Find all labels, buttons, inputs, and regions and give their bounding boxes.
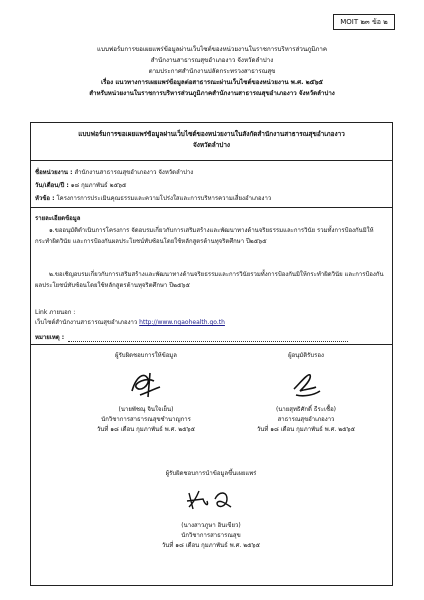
header-line-5: สำหรับหน่วยงานในราชการบริหารส่วนภูมิภาคสำนักงานสาธารณสุขอำเภองาว จังหวัดลำปาง	[89, 90, 335, 97]
form-meta	[31, 161, 392, 208]
publisher-name: (นางสาวภูษา อินเขียว)	[181, 522, 241, 529]
info-owner-role: ผู้รับผิดชอบการให้ข้อมูล	[115, 352, 177, 359]
form-title-line-1: แบบฟอร์มการขอเผยแพร่ข้อมูลผ่านเว็บไซต์ของหน่วยงานในสังกัดสำนักงานสาธารณสุขอำเภองาว	[78, 130, 345, 138]
date-value: ๑๘ กุมภาพันธ์ ๒๕๖๕	[70, 182, 127, 189]
signature-block-publisher	[131, 469, 291, 551]
header-line-2: สำนักงานสาธารณสุขอำเภองาว จังหวัดลำปาง	[150, 57, 274, 64]
detail-section	[31, 207, 392, 345]
external-link-label: Link ภายนอก :	[35, 309, 76, 316]
approver-position: สาธารณสุขอำเภองาว	[277, 416, 335, 423]
unit-row	[35, 167, 193, 177]
unit-value: สำนักงานสาธารณสุขอำเภองาว จังหวัดลำปาง	[74, 169, 194, 176]
subject-row	[35, 193, 271, 203]
note-row	[35, 332, 348, 342]
date-label: วัน/เดือน/ปี :	[35, 182, 69, 189]
approver-role: ผู้อนุมัติรับรอง	[288, 352, 324, 359]
document-code: MOIT ๒๓ ข้อ ๒	[333, 14, 395, 30]
external-link-url[interactable]: http://www.ngaohealth.go.th	[139, 319, 225, 326]
publisher-date: วันที่ ๑๘ เดือน กุมภาพันธ์ พ.ศ. ๒๕๖๕	[161, 542, 261, 549]
subject-label: หัวข้อ :	[35, 195, 55, 202]
request-form	[30, 122, 393, 586]
form-title	[31, 123, 392, 161]
unit-label: ชื่อหน่วยงาน :	[35, 169, 73, 176]
publisher-role: ผู้รับผิดชอบการนำข้อมูลขึ้นเผยแพร่	[165, 470, 257, 477]
header-line-4: เรื่อง แนวทางการเผยแพร่ข้อมูลต่อสาธารณะผ่านเว็บไซต์ของหน่วยงาน พ.ศ. ๒๕๖๕	[100, 79, 323, 86]
info-owner-name: (นายพัชณุ จินใจเย็น)	[118, 406, 174, 413]
external-link-row	[35, 317, 225, 327]
note-label: หมายเหตุ :	[35, 334, 65, 341]
signature-block-info-owner	[71, 351, 221, 435]
publisher-signature-image	[183, 485, 239, 517]
approver-signature-image	[286, 367, 326, 401]
detail-paragraph-2: ๒.ขอเชิญอบรมเกี่ยวกับการเสริมสร้างและพัฒนาทางด้านจริยธรรมและการวินัยรวมทั้งการป้องกันมิให้กระทำผิดวินัย และการป้องกันผลประโยชน์ทับซ้อนโดยใช้หลักสูตรต้านทุจริตศึกษา ปี๒๕๖๕	[35, 271, 384, 289]
info-owner-signature-image	[126, 367, 166, 401]
document-header	[40, 44, 384, 99]
publisher-position: นักวิชาการสาธารณสุข	[181, 532, 241, 539]
header-line-1: แบบฟอร์มการขอเผยแพร่ข้อมูลผ่านเว็บไซต์ของหน่วยงานในราชการบริหารส่วนภูมิภาค	[97, 46, 327, 53]
date-row	[35, 180, 126, 190]
approver-date: วันที่ ๑๘ เดือน กุมภาพันธ์ พ.ศ. ๒๕๖๕	[256, 426, 356, 433]
info-owner-date: วันที่ ๑๘ เดือน กุมภาพันธ์ พ.ศ. ๒๕๖๕	[96, 426, 196, 433]
detail-heading: รายละเอียดข้อมูล	[35, 215, 81, 222]
subject-value: โครงการการประเมินคุณธรรมและความโปร่งใสและการบริหารความเสี่ยงอำเภองาว	[56, 195, 272, 202]
note-dotted-line	[68, 335, 348, 342]
approver-name: (นายสุทธิศักดิ์ ธีระเชื้อ)	[275, 406, 337, 413]
info-owner-position: นักวิชาการสาธารณสุขชำนาญการ	[101, 416, 191, 423]
header-line-3: ตามประกาศสำนักงานปลัดกระทรวงสาธารณสุข	[148, 68, 276, 75]
form-title-line-2: จังหวัดลำปาง	[192, 141, 231, 149]
external-link-prefix: เว็บไซต์สำนักงานสาธารณสุขอำเภองาว	[35, 319, 138, 326]
signature-block-approver	[231, 351, 381, 435]
detail-paragraph-1: ๑.ขออนุมัติดำเนินการโครงการ จัดอบรมเกี่ยวกับการเสริมสร้างและพัฒนาทางด้านจริยธรรมและการวินัย รวมทั้งการป้องกันมิให้กระทำผิดวินัย และการป้องกันผลประโยชน์ทับซ้อนโดยใช้หลักสูตรต้านทุจริตศึกษา ปี๒๕๖๕	[35, 227, 374, 245]
